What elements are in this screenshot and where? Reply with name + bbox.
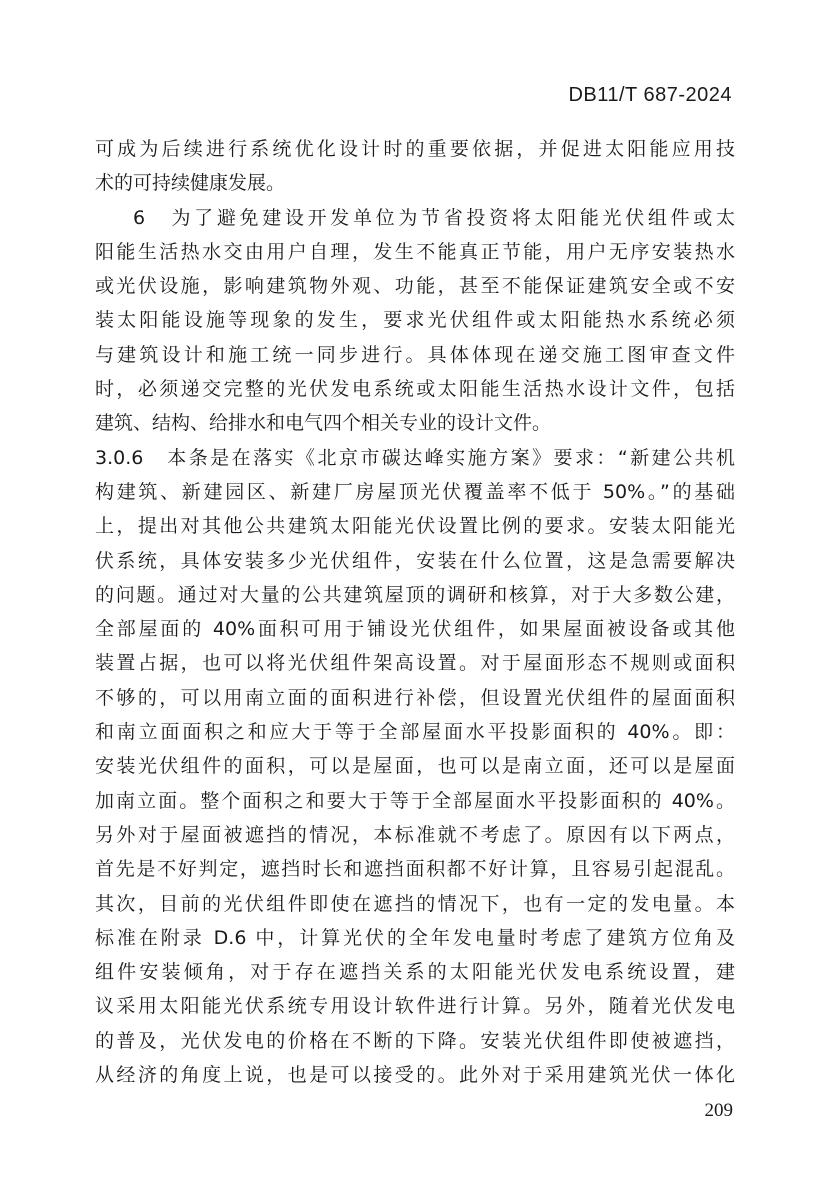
- text-line: 的普及，光伏发电的价格在不断的下降。安装光伏组件即使被遮挡，: [95, 1029, 735, 1052]
- text-line: 阳能生活热水交由用户自理，发生不能真正节能，用户无序安装热水: [95, 240, 735, 263]
- body-text: [95, 132, 735, 1092]
- text-line: 首先是不好判定，遮挡时长和遮挡面积都不好计算，且容易引起混乱。: [95, 858, 735, 881]
- text-line: 不够的，可以用南立面的面积进行补偿，但设置光伏组件的屋面面积: [95, 686, 735, 709]
- text-line: 或光伏设施，影响建筑物外观、功能，甚至不能保证建筑安全或不安: [95, 275, 735, 298]
- text-line: 议采用太阳能光伏系统专用设计软件进行计算。另外，随着光伏发电: [95, 995, 735, 1018]
- text-line: 可成为后续进行系统优化设计时的重要依据，并促进太阳能应用技: [95, 138, 735, 160]
- text-line: 其次，目前的光伏组件即使在遮挡的情况下，也有一定的发电量。本: [95, 892, 735, 915]
- text-line: 伏系统，具体安装多少光伏组件，安装在什么位置，这是急需要解决: [95, 549, 735, 572]
- text-line: 与建筑设计和施工统一同步进行。具体体现在递交施工图审查文件: [95, 343, 735, 366]
- text-line: 另外对于屋面被遮挡的情况，本标准就不考虑了。原因有以下两点，: [95, 823, 735, 846]
- text-line: 装太阳能设施等现象的发生，要求光伏组件或太阳能热水系统必须: [95, 309, 735, 332]
- text-line: 上，提出对其他公共建筑太阳能光伏设置比例的要求。安装太阳能光: [95, 515, 735, 538]
- text-line: 组件安装倾角，对于存在遮挡关系的太阳能光伏发电系统设置，建: [95, 961, 735, 984]
- text-line: 标准在附录 D.6 中，计算光伏的全年发电量时考虑了建筑方位角及: [95, 926, 735, 949]
- text-line: 6 为了避免建设开发单位为节省投资将太阳能光伏组件或太: [133, 206, 735, 229]
- text-line: 装置占据，也可以将光伏组件架高设置。对于屋面形态不规则或面积: [95, 652, 735, 675]
- text-line: 时，必须递交完整的光伏发电系统或太阳能生活热水设计文件，包括: [95, 378, 735, 401]
- standard-code: DB11/T 687-2024: [568, 84, 732, 106]
- text-line: 术的可持续健康发展。: [95, 172, 286, 195]
- text-line: 和南立面面积之和应大于等于全部屋面水平投影面积的 40%。即：: [95, 721, 735, 744]
- text-line: 安装光伏组件的面积，可以是屋面，也可以是南立面，还可以是屋面: [95, 755, 735, 778]
- text-line: 从经济的角度上说，也是可以接受的。此外对于采用建筑光伏一体化: [95, 1064, 735, 1087]
- text-line: 加南立面。整个面积之和要大于等于全部屋面水平投影面积的 40%。: [95, 789, 735, 812]
- page-number: 209: [704, 1100, 733, 1121]
- text-line: 的问题。通过对大量的公共建筑屋顶的调研和核算，对于大多数公建，: [95, 583, 735, 606]
- text-line: 构建筑、新建园区、新建厂房屋顶光伏覆盖率不低于 50%。”的基础: [95, 480, 735, 503]
- text-line: 3.0.6 本条是在落实《北京市碳达峰实施方案》要求：“新建公共机: [95, 446, 735, 469]
- text-line: 全部屋面的 40%面积可用于铺设光伏组件，如果屋面被设备或其他: [95, 618, 735, 641]
- text-line: 建筑、结构、给排水和电气四个相关专业的设计文件。: [95, 412, 552, 435]
